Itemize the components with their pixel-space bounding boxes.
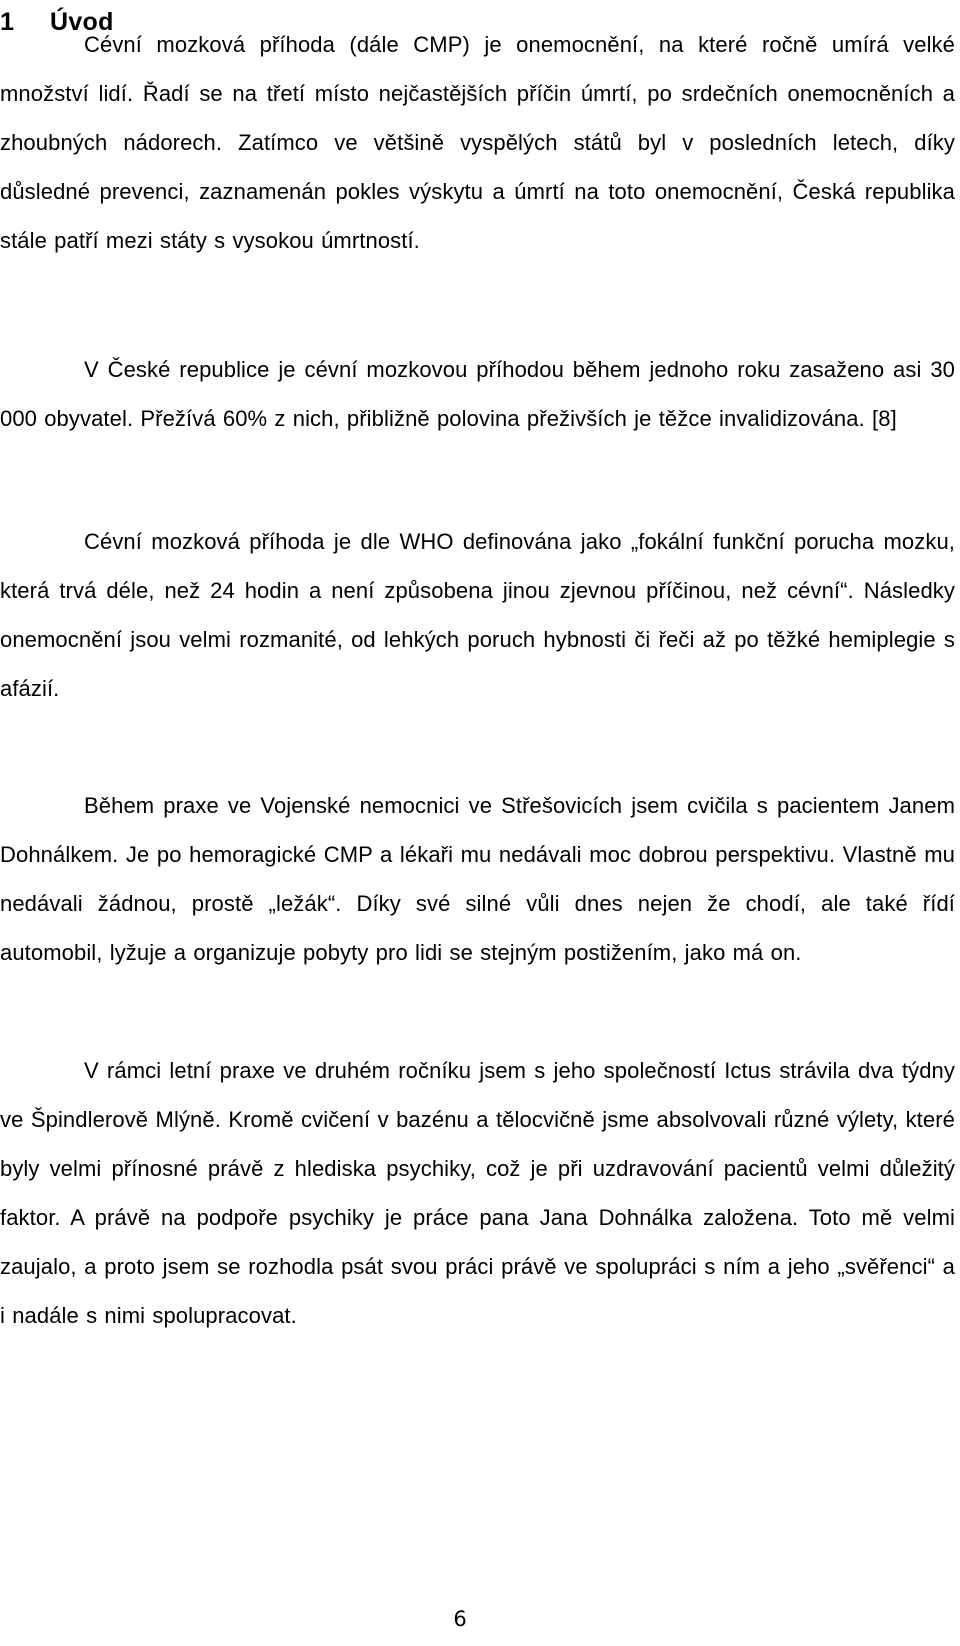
paragraph-3: Cévní mozková příhoda je dle WHO definována jako „fokální funkční porucha mozku, která trvá déle, než 24 hodin a není způsobena jinou zjevnou příčinou, než cévní“. Následky onemocnění jsou velmi rozmanité, od lehkých poruch hybnosti či řeči až po těžké hemiplegie s afázií. bbox=[0, 529, 955, 701]
section-number: 1 bbox=[0, 8, 15, 36]
page-number: 6 bbox=[453, 1607, 467, 1631]
paragraph-1: Cévní mozková příhoda (dále CMP) je onemocnění, na které ročně umírá velké množství lidí. Řadí se na třetí místo nejčastějších příčin úmrtí, po srdečních onemocněních a zhoubných nádorech. Zatímco ve většině vyspělých států byl v posledních letech, díky důsledné prevenci, zaznamenán pokles výskytu a úmrtí na toto onemocnění, Česká republika stále patří mezi státy s vysokou úmrtností. bbox=[0, 32, 955, 253]
section-title: Úvod bbox=[50, 8, 114, 36]
paragraph-2: V České republice je cévní mozkovou příhodou během jednoho roku zasaženo asi 30 000 obyvatel. Přežívá 60% z nich, přibližně polovina přeživších je těžce invalidizována. [8] bbox=[0, 357, 955, 431]
paragraph-5: V rámci letní praxe ve druhém ročníku jsem s jeho společností Ictus strávila dva týdny ve Špindlerově Mlýně. Kromě cvičení v bazénu a tělocvičně jsme absolvovali různé výlety, které byly velmi přínosné právě z hlediska psychiky, což je při uzdravování pacientů velmi důležitý faktor. A právě na podpoře psychiky je práce pana Jana Dohnálka založena. Toto mě velmi zaujalo, a proto jsem se rozhodla psát svou práci právě ve spolupráci s ním a jeho „svěřenci“ a i nadále s nimi spolupracovat. bbox=[0, 1058, 955, 1328]
paragraph-4: Během praxe ve Vojenské nemocnici ve Střešovicích jsem cvičila s pacientem Janem Dohnálkem. Je po hemoragické CMP a lékaři mu nedávali moc dobrou perspektivu. Vlastně mu nedávali žádnou, prostě „ležák“. Díky své silné vůli dnes nejen že chodí, ale také řídí automobil, lyžuje a organizuje pobyty pro lidi se stejným postižením, jako má on. bbox=[0, 793, 955, 965]
